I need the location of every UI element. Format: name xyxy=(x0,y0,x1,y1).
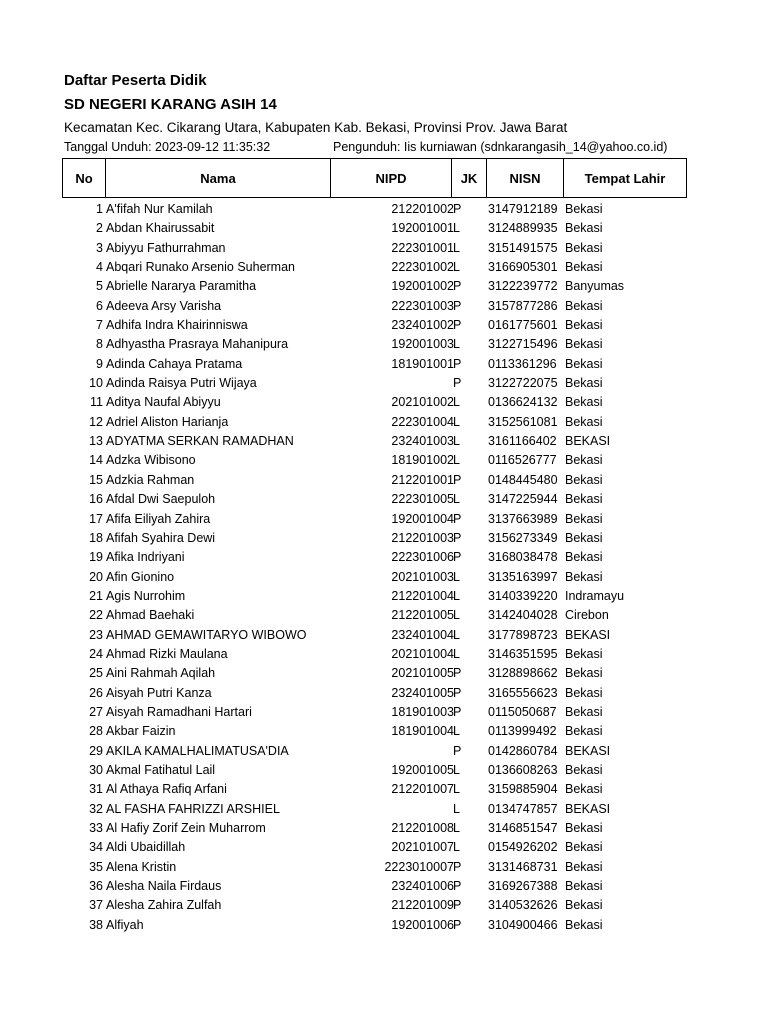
cell-nipd: 202101004 xyxy=(391,646,454,661)
cell-nama: Abiyyu Fathurrahman xyxy=(106,240,226,255)
cell-jk: P xyxy=(453,202,462,216)
table-row xyxy=(0,277,768,296)
cell-jk: P xyxy=(453,743,462,758)
cell-nisn: 3165556623 xyxy=(488,685,558,700)
table-row xyxy=(0,587,768,606)
cell-jk: L xyxy=(453,646,460,661)
cell-jk: L xyxy=(453,588,460,603)
cell-nama: Alesha Zahira Zulfah xyxy=(106,898,222,913)
cell-tempat-lahir: Bekasi xyxy=(565,414,603,429)
cell-tempat-lahir: Bekasi xyxy=(565,569,603,584)
table-row xyxy=(0,471,768,490)
cell-nipd: 192001006 xyxy=(391,917,454,932)
cell-nisn: 3142404028 xyxy=(488,608,558,623)
cell-nisn: 3104900466 xyxy=(488,917,558,932)
cell-tempat-lahir: Bekasi xyxy=(565,879,603,894)
cell-tempat-lahir: Bekasi xyxy=(565,762,603,777)
doc-title: Daftar Peserta Didik xyxy=(64,72,207,89)
col-header-tempat-lahir: Tempat Lahir xyxy=(564,158,687,198)
cell-nama: Adinda Raisya Putri Wijaya xyxy=(106,376,257,391)
cell-nisn: 0134747857 xyxy=(488,801,558,816)
cell-nipd: 2223010007 xyxy=(384,859,454,874)
cell-tempat-lahir: Bekasi xyxy=(565,898,603,913)
cell-tempat-lahir: Bekasi xyxy=(565,453,603,468)
cell-nipd: 222301002 xyxy=(391,260,454,275)
cell-nipd: 222301003 xyxy=(391,298,454,313)
cell-no: 34 xyxy=(89,840,103,855)
cell-tempat-lahir: Bekasi xyxy=(565,550,603,565)
cell-jk: L xyxy=(453,782,460,797)
table-row xyxy=(0,626,768,645)
cell-nama: Aisyah Putri Kanza xyxy=(106,685,212,700)
cell-jk: L xyxy=(453,762,460,777)
cell-jk: P xyxy=(453,550,462,565)
cell-tempat-lahir: Bekasi xyxy=(565,376,603,391)
cell-nama: Abqari Runako Arsenio Suherman xyxy=(106,260,296,275)
table-row xyxy=(0,374,768,393)
cell-no: 30 xyxy=(89,762,103,777)
cell-nipd: 212201002 xyxy=(391,202,454,216)
cell-tempat-lahir: Bekasi xyxy=(565,240,603,255)
cell-jk: L xyxy=(453,240,460,255)
cell-jk: P xyxy=(453,318,462,333)
cell-nama: Afika Indriyani xyxy=(106,550,185,565)
cell-nipd: 222301001 xyxy=(391,240,454,255)
cell-tempat-lahir: Bekasi xyxy=(565,337,603,352)
table-row xyxy=(0,761,768,780)
cell-no: 19 xyxy=(89,550,103,565)
cell-tempat-lahir: Bekasi xyxy=(565,859,603,874)
cell-no: 13 xyxy=(89,434,103,449)
cell-no: 26 xyxy=(89,685,103,700)
cell-nama: ADYATMA SERKAN RAMADHAN xyxy=(106,434,294,449)
cell-no: 7 xyxy=(96,318,103,333)
cell-nipd: 181901002 xyxy=(391,453,454,468)
cell-nama: Alesha Naila Firdaus xyxy=(106,879,222,894)
cell-nipd: 232401002 xyxy=(391,318,454,333)
cell-nisn: 3140532626 xyxy=(488,898,558,913)
cell-tempat-lahir: Banyumas xyxy=(565,279,625,294)
cell-nisn: 3131468731 xyxy=(488,859,558,874)
cell-nama: AL FASHA FAHRIZZI ARSHIEL xyxy=(106,801,280,816)
cell-nama: Aisyah Ramadhani Hartari xyxy=(106,704,252,719)
cell-nipd: 212201007 xyxy=(391,782,454,797)
cell-jk: L xyxy=(453,821,460,835)
cell-jk: L xyxy=(453,260,460,275)
cell-nipd: 212201009 xyxy=(391,898,454,913)
cell-jk: P xyxy=(453,530,462,545)
cell-nipd: 212201001 xyxy=(391,472,454,487)
cell-tempat-lahir: Bekasi xyxy=(565,646,603,661)
cell-nisn: 0161775601 xyxy=(488,318,558,333)
table-row xyxy=(0,316,768,335)
cell-nisn: 3152561081 xyxy=(488,414,558,429)
cell-jk: P xyxy=(453,859,462,874)
cell-nipd: 222301006 xyxy=(391,550,454,565)
cell-nama: Adinda Cahaya Pratama xyxy=(106,356,243,371)
cell-no: 10 xyxy=(89,376,103,391)
cell-nipd: 181901001 xyxy=(391,356,454,371)
cell-no: 9 xyxy=(96,356,103,371)
cell-no: 16 xyxy=(89,492,103,507)
cell-tempat-lahir: Bekasi xyxy=(565,821,603,835)
cell-nipd: 222301005 xyxy=(391,492,454,507)
cell-no: 8 xyxy=(96,337,103,352)
col-header-nipd: NIPD xyxy=(331,158,452,198)
table-row xyxy=(0,877,768,896)
table-row xyxy=(0,684,768,703)
cell-tempat-lahir: Bekasi xyxy=(565,472,603,487)
cell-nisn: 3177898723 xyxy=(488,627,558,642)
cell-no: 1 xyxy=(96,202,103,216)
cell-no: 21 xyxy=(89,588,103,603)
cell-nama: Afin Gionino xyxy=(106,569,175,584)
cell-jk: L xyxy=(453,453,460,468)
cell-nama: Aldi Ubaidillah xyxy=(106,840,186,855)
cell-jk: P xyxy=(453,898,462,913)
cell-tempat-lahir: Bekasi xyxy=(565,395,603,410)
cell-nama: AKILA KAMALHALIMATUSA'DIA xyxy=(106,743,289,758)
cell-nipd: 192001004 xyxy=(391,511,454,526)
cell-nisn: 3151491575 xyxy=(488,240,558,255)
cell-nipd: 181901004 xyxy=(391,724,454,739)
cell-nisn: 0113999492 xyxy=(488,724,557,739)
cell-tempat-lahir: Bekasi xyxy=(565,318,603,333)
table-row xyxy=(0,645,768,664)
table-row xyxy=(0,916,768,935)
cell-nisn: 3146351595 xyxy=(488,646,558,661)
cell-nisn: 3168038478 xyxy=(488,550,558,565)
cell-jk: P xyxy=(453,472,462,487)
cell-nipd: 212201003 xyxy=(391,530,454,545)
cell-nisn: 0136624132 xyxy=(488,395,558,410)
table-row xyxy=(0,451,768,470)
cell-no: 17 xyxy=(89,511,103,526)
cell-nama: Alfiyah xyxy=(106,917,144,932)
cell-nipd: 181901003 xyxy=(391,704,454,719)
cell-nisn: 3124889935 xyxy=(488,221,558,236)
cell-nisn: 0154926202 xyxy=(488,840,558,855)
cell-nipd: 202101003 xyxy=(391,569,454,584)
cell-nipd: 232401003 xyxy=(391,434,454,449)
cell-tempat-lahir: Bekasi xyxy=(565,202,603,216)
table-row xyxy=(0,393,768,412)
cell-tempat-lahir: Bekasi xyxy=(565,666,603,681)
cell-nipd: 202101002 xyxy=(391,395,454,410)
table-row xyxy=(0,742,768,761)
cell-nama: Ahmad Rizki Maulana xyxy=(106,646,228,661)
location-line: Kecamatan Kec. Cikarang Utara, Kabupaten Kab. Bekasi, Provinsi Prov. Jawa Barat xyxy=(64,120,568,135)
cell-tempat-lahir: Bekasi xyxy=(565,917,603,932)
cell-tempat-lahir: BEKASI xyxy=(565,434,611,449)
col-header-nama: Nama xyxy=(106,158,331,198)
cell-nama: Adriel Aliston Harianja xyxy=(106,414,229,429)
table-row xyxy=(0,896,768,915)
cell-no: 11 xyxy=(90,395,103,410)
table-row xyxy=(0,548,768,567)
table-row xyxy=(0,780,768,799)
cell-tempat-lahir: Bekasi xyxy=(565,221,603,236)
cell-tempat-lahir: Bekasi xyxy=(565,840,603,855)
cell-nisn: 3166905301 xyxy=(488,260,558,275)
cell-tempat-lahir: Bekasi xyxy=(565,685,603,700)
cell-nama: Afdal Dwi Saepuloh xyxy=(106,492,216,507)
cell-jk: L xyxy=(453,627,460,642)
cell-tempat-lahir: Cirebon xyxy=(565,608,609,623)
cell-jk: L xyxy=(453,337,460,352)
table-row xyxy=(0,335,768,354)
table-row xyxy=(0,413,768,432)
cell-nama: Ahmad Baehaki xyxy=(106,608,195,623)
cell-tempat-lahir: Bekasi xyxy=(565,704,603,719)
cell-no: 32 xyxy=(89,801,103,816)
cell-jk: P xyxy=(453,298,462,313)
cell-nisn: 3140339220 xyxy=(488,588,558,603)
cell-nama: Akbar Faizin xyxy=(106,724,176,739)
cell-no: 15 xyxy=(89,472,103,487)
table-row xyxy=(0,219,768,238)
table-row xyxy=(0,664,768,683)
table-row xyxy=(0,200,768,219)
cell-jk: L xyxy=(453,414,460,429)
cell-no: 35 xyxy=(89,859,103,874)
table-row xyxy=(0,800,768,819)
cell-no: 36 xyxy=(89,879,103,894)
cell-no: 33 xyxy=(89,821,103,835)
cell-tempat-lahir: BEKASI xyxy=(565,743,611,758)
table-row xyxy=(0,432,768,451)
cell-no: 24 xyxy=(89,646,103,661)
cell-nipd: 222301004 xyxy=(391,414,454,429)
cell-nisn: 3137663989 xyxy=(488,511,558,526)
table-row xyxy=(0,568,768,587)
cell-nipd: 192001005 xyxy=(391,762,454,777)
cell-nama: Agis Nurrohim xyxy=(106,588,186,603)
cell-no: 25 xyxy=(89,666,103,681)
cell-nama: Adzka Wibisono xyxy=(106,453,196,468)
cell-tempat-lahir: Bekasi xyxy=(565,724,603,739)
cell-nipd: 212201004 xyxy=(391,588,454,603)
cell-no: 29 xyxy=(89,743,103,758)
cell-jk: P xyxy=(453,376,462,391)
table-row xyxy=(0,529,768,548)
cell-nisn: 3156273349 xyxy=(488,530,558,545)
cell-nama: Abrielle Nararya Paramitha xyxy=(106,279,257,294)
col-header-no: No xyxy=(62,158,106,198)
cell-nama: Alena Kristin xyxy=(106,859,177,874)
cell-nisn: 3161166402 xyxy=(488,434,557,449)
cell-nama: Akmal Fatihatul Lail xyxy=(106,762,216,777)
table-row xyxy=(0,355,768,374)
cell-nipd: 212201005 xyxy=(391,608,454,623)
cell-no: 28 xyxy=(89,724,103,739)
cell-no: 37 xyxy=(89,898,103,913)
cell-jk: L xyxy=(453,801,460,816)
table-row xyxy=(0,703,768,722)
cell-nipd: 232401006 xyxy=(391,879,454,894)
cell-nama: Adzkia Rahman xyxy=(106,472,195,487)
cell-no: 6 xyxy=(96,298,103,313)
cell-nipd: 192001002 xyxy=(391,279,454,294)
table-row xyxy=(0,297,768,316)
cell-tempat-lahir: Bekasi xyxy=(565,298,603,313)
cell-nisn: 3122239772 xyxy=(488,279,558,294)
cell-nama: A'fifah Nur Kamilah xyxy=(106,202,213,216)
cell-no: 23 xyxy=(89,627,103,642)
cell-nama: Afifah Syahira Dewi xyxy=(106,530,216,545)
cell-nisn: 3135163997 xyxy=(488,569,558,584)
cell-nisn: 3146851547 xyxy=(488,821,558,835)
cell-nisn: 3122715496 xyxy=(488,337,558,352)
cell-nisn: 3147225944 xyxy=(488,492,558,507)
table-row xyxy=(0,606,768,625)
cell-tempat-lahir: Bekasi xyxy=(565,356,603,371)
cell-no: 4 xyxy=(96,260,103,275)
cell-jk: L xyxy=(453,492,460,507)
cell-nama: Al Hafiy Zorif Zein Muharrom xyxy=(106,821,266,835)
cell-nisn: 3122722075 xyxy=(488,376,558,391)
cell-jk: L xyxy=(453,608,460,623)
table-row xyxy=(0,722,768,741)
cell-no: 27 xyxy=(89,704,103,719)
cell-no: 14 xyxy=(89,453,103,468)
cell-tempat-lahir: Bekasi xyxy=(565,530,603,545)
cell-jk: P xyxy=(453,511,462,526)
cell-nama: Afifa Eiliyah Zahira xyxy=(106,511,211,526)
cell-nipd: 202101005 xyxy=(391,666,454,681)
cell-nisn: 0148445480 xyxy=(488,472,558,487)
cell-nipd: 212201008 xyxy=(391,821,454,835)
cell-no: 2 xyxy=(96,221,103,236)
downloader: Pengunduh: Iis kurniawan (sdnkarangasih_14@yahoo.co.id) xyxy=(333,140,668,154)
cell-jk: L xyxy=(453,221,460,236)
cell-no: 38 xyxy=(89,917,103,932)
cell-tempat-lahir: Bekasi xyxy=(565,782,603,797)
cell-jk: P xyxy=(453,917,462,932)
table-row xyxy=(0,239,768,258)
col-header-jk: JK xyxy=(452,158,487,198)
cell-nisn: 3159885904 xyxy=(488,782,558,797)
cell-jk: P xyxy=(453,704,462,719)
cell-no: 31 xyxy=(89,782,103,797)
cell-nama: Al Athaya Rafiq Arfani xyxy=(106,782,227,797)
cell-no: 22 xyxy=(89,608,103,623)
table-row xyxy=(0,258,768,277)
cell-nama: Aini Rahmah Aqilah xyxy=(106,666,216,681)
cell-nama: Adhifa Indra Khairinniswa xyxy=(106,318,248,333)
cell-jk: L xyxy=(453,724,460,739)
cell-jk: L xyxy=(453,434,460,449)
cell-jk: P xyxy=(453,879,462,894)
download-date: Tanggal Unduh: 2023-09-12 11:35:32 xyxy=(64,140,271,154)
cell-jk: L xyxy=(453,840,460,855)
cell-tempat-lahir: BEKASI xyxy=(565,627,611,642)
cell-no: 12 xyxy=(89,414,103,429)
cell-nipd: 232401005 xyxy=(391,685,454,700)
cell-nisn: 0116526777 xyxy=(488,453,557,468)
cell-tempat-lahir: Bekasi xyxy=(565,260,603,275)
table-row xyxy=(0,838,768,857)
table-row xyxy=(0,819,768,838)
table-row xyxy=(0,490,768,509)
cell-nisn: 3147912189 xyxy=(488,202,558,216)
cell-no: 3 xyxy=(96,240,103,255)
table-row xyxy=(0,858,768,877)
cell-no: 18 xyxy=(89,530,103,545)
cell-nama: Adeeva Arsy Varisha xyxy=(106,298,222,313)
table-body xyxy=(0,200,768,935)
cell-nama: Aditya Naufal Abiyyu xyxy=(106,395,221,410)
cell-tempat-lahir: BEKASI xyxy=(565,801,611,816)
cell-jk: P xyxy=(453,666,462,681)
cell-tempat-lahir: Indramayu xyxy=(565,588,625,603)
cell-nisn: 0142860784 xyxy=(488,743,558,758)
cell-nama: Adhyastha Prasraya Mahanipura xyxy=(106,337,289,352)
table-row xyxy=(0,510,768,529)
cell-tempat-lahir: Bekasi xyxy=(565,492,603,507)
cell-jk: P xyxy=(453,279,462,294)
cell-nisn: 3169267388 xyxy=(488,879,558,894)
cell-nipd: 202101007 xyxy=(391,840,454,855)
cell-nama: AHMAD GEMAWITARYO WIBOWO xyxy=(106,627,307,642)
cell-nipd: 192001001 xyxy=(391,221,454,236)
school-name: SD NEGERI KARANG ASIH 14 xyxy=(64,96,277,113)
cell-jk: P xyxy=(453,356,462,371)
cell-nisn: 3157877286 xyxy=(488,298,558,313)
cell-nisn: 0115050687 xyxy=(488,704,557,719)
cell-jk: P xyxy=(453,685,462,700)
cell-no: 5 xyxy=(96,279,103,294)
cell-tempat-lahir: Bekasi xyxy=(565,511,603,526)
cell-jk: L xyxy=(453,569,460,584)
cell-nisn: 3128898662 xyxy=(488,666,558,681)
cell-nipd: 192001003 xyxy=(391,337,454,352)
cell-nipd: 232401004 xyxy=(391,627,454,642)
cell-nama: Abdan Khairussabit xyxy=(106,221,215,236)
cell-nisn: 0136608263 xyxy=(488,762,558,777)
col-header-nisn: NISN xyxy=(487,158,564,198)
cell-no: 20 xyxy=(89,569,103,584)
cell-nisn: 0113361296 xyxy=(488,356,557,371)
cell-jk: L xyxy=(453,395,460,410)
